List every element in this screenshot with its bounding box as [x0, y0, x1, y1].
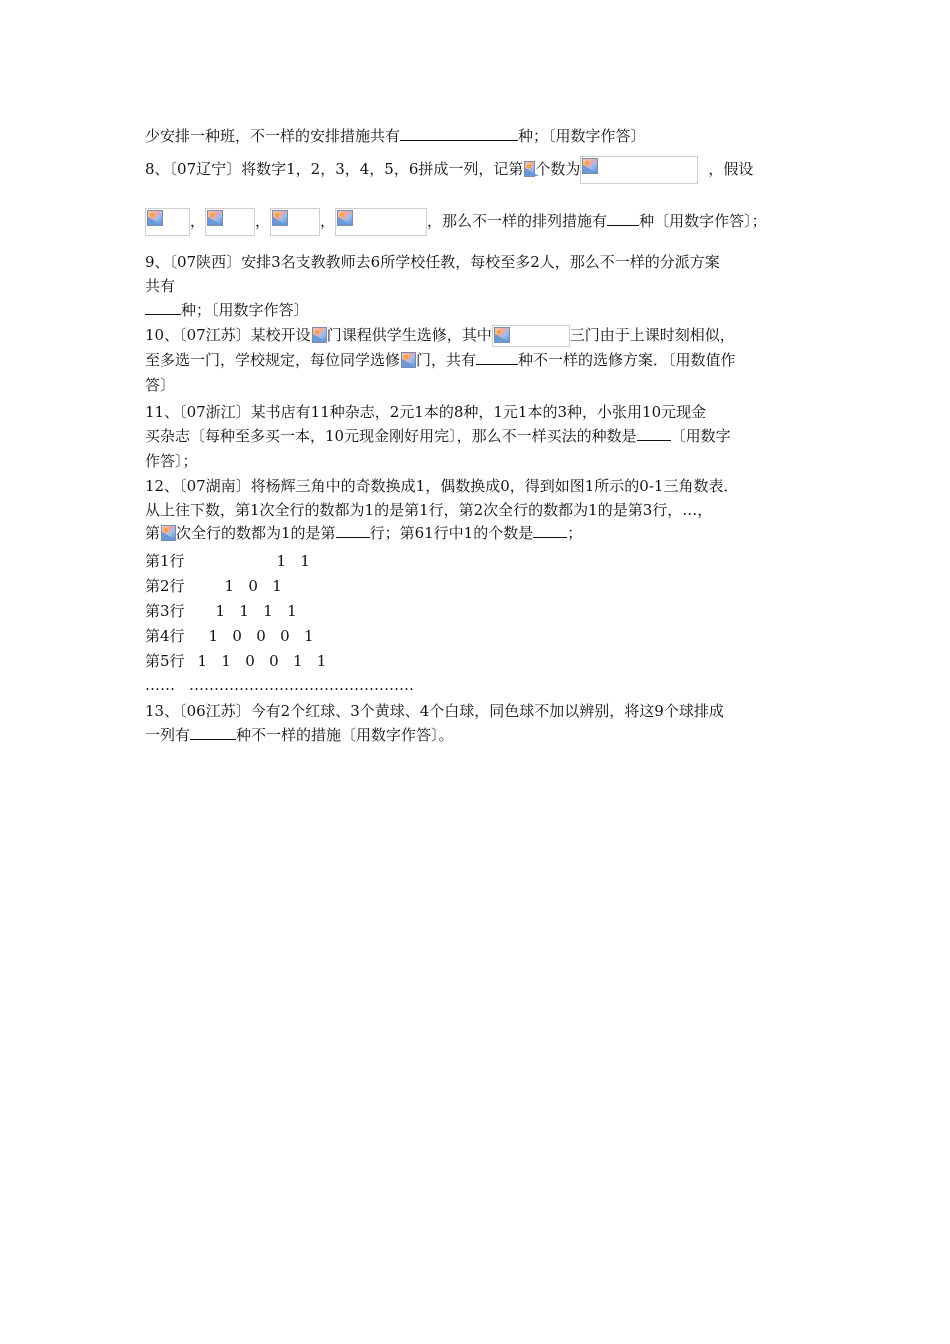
broken-image-icon: [205, 208, 255, 236]
text: 11、〔07浙江〕某书店有11种杂志，2元1本的8种，1元1本的3种，小张用10元现金: [145, 403, 707, 421]
question-13-line-1: [145, 701, 724, 725]
row-label: 第2行: [145, 577, 185, 595]
table-row: [145, 601, 297, 625]
text: ，那么不一样的排列措施有: [427, 212, 608, 230]
answer-blank: [533, 523, 567, 538]
text: 种；〔用数字作答〕: [181, 301, 309, 319]
question-9-line-2: [145, 276, 175, 300]
text: ………………………………………: [189, 676, 414, 694]
row-values: 1 0 0 0 1: [208, 627, 314, 645]
row-values: 1 1 1 1: [215, 602, 297, 620]
broken-image-icon: [523, 160, 535, 180]
text: 一列有: [145, 726, 191, 744]
text-line: [145, 126, 646, 150]
table-row: [145, 551, 310, 575]
question-11-line-2: [145, 426, 731, 450]
answer-blank: [607, 211, 639, 226]
row-values: 1 1: [276, 552, 310, 570]
text: 三门由于上课时刻相似，: [569, 326, 735, 344]
question-13-line-2: [145, 725, 454, 749]
question-12-line-3: [145, 523, 582, 547]
text: 第: [145, 524, 161, 542]
row-label: 第3行: [145, 602, 185, 620]
answer-blank: [336, 523, 370, 538]
table-row: [145, 626, 313, 650]
text: 答〕: [145, 376, 176, 394]
answer-blank: [400, 126, 518, 141]
text: 种〔用数字作答〕；: [639, 212, 767, 230]
question-10-line-3: [145, 375, 175, 399]
question-11-line-1: [145, 402, 706, 426]
question-10-line-2: [145, 350, 736, 374]
row-label: 第1行: [145, 552, 185, 570]
broken-image-icon: [145, 208, 190, 236]
row-values: 1 1 0 0 1 1: [197, 652, 327, 670]
question-9-line-1: [145, 252, 720, 276]
ellipsis-line: [145, 675, 414, 699]
text: 10、〔07江苏〕某校开设: [145, 326, 311, 344]
text: 9、〔07陕西〕安排3名支教教师去6所学校任教，每校至多2人，那么不一样的分派方案: [145, 253, 720, 271]
broken-image-icon: [492, 325, 570, 347]
answer-blank: [145, 300, 181, 315]
text: 12、〔07湖南〕将杨辉三角中的奇数换成1，偶数换成0，得到如图1所示的0-1三角数表．: [145, 477, 739, 495]
table-row: [145, 651, 326, 675]
answer-blank: [476, 350, 518, 365]
broken-image-icon: [160, 524, 176, 544]
text: 13、〔06江苏〕今有2个红球、3个黄球、4个白球，同色球不加以辨别，将这9个球排成: [145, 702, 724, 720]
text: ，: [190, 212, 206, 230]
text: 种不一样的措施〔用数字作答〕。: [236, 726, 454, 744]
text: 种不一样的选修方案．〔用数值作: [518, 351, 736, 369]
text: 作答〕；: [145, 452, 198, 470]
text: 买杂志〔每种至多买一本，10元现金刚好用完〕，那么不一样买法的种数是: [145, 427, 637, 445]
answer-blank: [637, 426, 671, 441]
text: 门，共有: [416, 351, 477, 369]
text: 门课程供学生选修，其中: [326, 326, 492, 344]
text: ，假设: [708, 160, 754, 178]
text: 〔用数字: [670, 427, 731, 445]
row-label: 第4行: [145, 627, 185, 645]
broken-image-icon: [400, 351, 416, 371]
text: 个数为: [535, 160, 581, 178]
broken-image-icon: [311, 326, 327, 346]
question-10-line-1: [145, 325, 735, 349]
answer-blank: [190, 725, 236, 740]
row-label: 第5行: [145, 652, 185, 670]
text: ；: [567, 524, 583, 542]
row-values: 1 0 1: [224, 577, 282, 595]
text: ，: [255, 212, 271, 230]
text: 行；第61行中1的个数是: [369, 524, 534, 542]
broken-image-icon: [580, 156, 698, 184]
text: 8、〔07辽宁〕将数字1，2，3，4，5，6拼成一列，记第: [145, 160, 524, 178]
text: ，: [320, 212, 336, 230]
text: 种；〔用数字作答〕: [518, 127, 646, 145]
question-12-line-1: [145, 476, 738, 500]
table-row: [145, 576, 282, 600]
broken-image-icon: [270, 208, 320, 236]
question-9-line-3: [145, 300, 309, 324]
text: 至多选一门，学校规定，每位同学选修: [145, 351, 401, 369]
question-8-line-2: [145, 208, 767, 238]
text: 共有: [145, 277, 176, 295]
text: 次全行的数都为1的是第: [176, 524, 336, 542]
text: 少安排一种班，不一样的安排措施共有: [145, 127, 401, 145]
question-12-line-2: [145, 500, 712, 524]
question-11-line-3: [145, 451, 198, 475]
broken-image-icon: [335, 208, 427, 236]
text: 从上往下数，第1次全行的数都为1的是第1行，第2次全行的数都为1的是第3行，…，: [145, 501, 713, 519]
text: ……: [145, 676, 175, 694]
question-8-line-1: [145, 156, 753, 180]
